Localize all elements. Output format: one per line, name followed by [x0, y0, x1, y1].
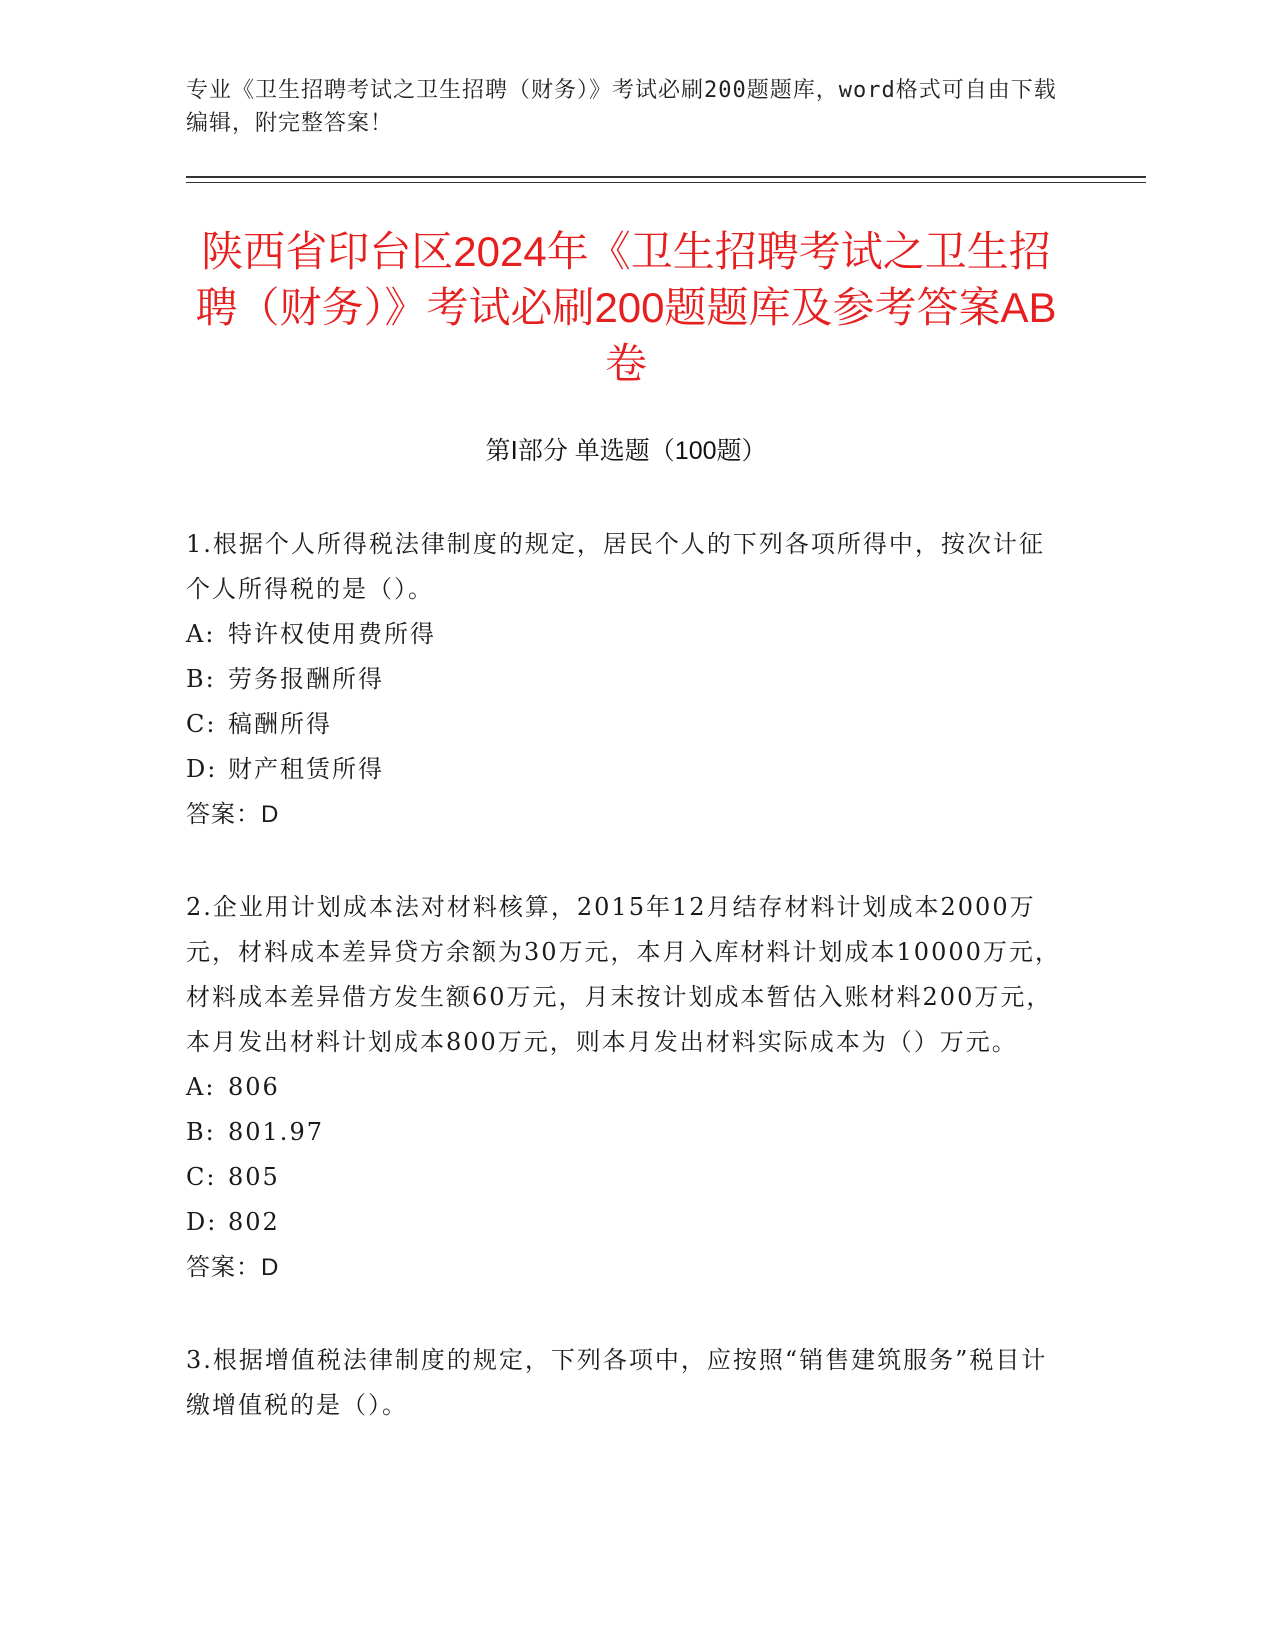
question-answer: 答案：D: [186, 1254, 280, 1281]
question-text: 3.根据增值税法律制度的规定，下列各项中，应按照“销售建筑服务”税目计缴增值税的是（）。: [186, 1346, 1048, 1419]
question-answer: 答案：D: [186, 801, 280, 828]
question-option: [186, 747, 1066, 792]
question-option: [186, 1200, 1066, 1245]
option-key: B:: [186, 665, 216, 693]
question-item: [186, 522, 1066, 837]
option-key: A:: [186, 620, 216, 648]
question-option: [186, 1065, 1066, 1110]
header-divider-thick: [186, 176, 1146, 178]
question-option: [186, 1155, 1066, 1200]
option-text: 805: [228, 1163, 280, 1191]
question-list: [186, 522, 1066, 1476]
option-key: D:: [186, 755, 218, 783]
question-option: [186, 1110, 1066, 1155]
option-text: 806: [228, 1073, 280, 1101]
option-key: D:: [186, 1208, 218, 1236]
option-key: C:: [186, 710, 217, 738]
question-option: [186, 612, 1066, 657]
option-text: 劳务报酬所得: [228, 665, 384, 693]
question-option: [186, 702, 1066, 747]
option-key: B:: [186, 1118, 216, 1146]
section-heading: 第Ⅰ部分 单选题（100题）: [485, 437, 767, 465]
header-note: 专业《卫生招聘考试之卫生招聘（财务）》考试必刷200题题库，word格式可自由下载编辑，附完整答案！: [186, 78, 1057, 136]
question-item: [186, 885, 1066, 1290]
question-option: [186, 657, 1066, 702]
question-item: [186, 1338, 1066, 1428]
option-text: 财产租赁所得: [228, 755, 384, 783]
option-text: 稿酬所得: [228, 710, 332, 738]
option-text: 特许权使用费所得: [228, 620, 436, 648]
option-text: 802: [228, 1208, 280, 1236]
question-text: 1.根据个人所得税法律制度的规定，居民个人的下列各项所得中，按次计征个人所得税的是（）。: [186, 530, 1045, 603]
option-text: 801.97: [228, 1118, 324, 1146]
option-key: C:: [186, 1163, 217, 1191]
question-text: 2.企业用计划成本法对材料核算，2015年12月结存材料计划成本2000万元，材料成本差异贷方余额为30万元，本月入库材料计划成本10000万元，材料成本差异借方发生额60万元，月末按计划成本暂估入账材料200万元，本月发出材料计划成本800万元，则本月发出材料实际成本为（）万元。: [186, 893, 1061, 1056]
document-title: 陕西省印台区2024年《卫生招聘考试之卫生招聘（财务）》考试必刷200题题库及参考答案AB卷: [195, 228, 1057, 387]
option-key: A:: [186, 1073, 216, 1101]
header-divider-thin: [186, 182, 1146, 183]
